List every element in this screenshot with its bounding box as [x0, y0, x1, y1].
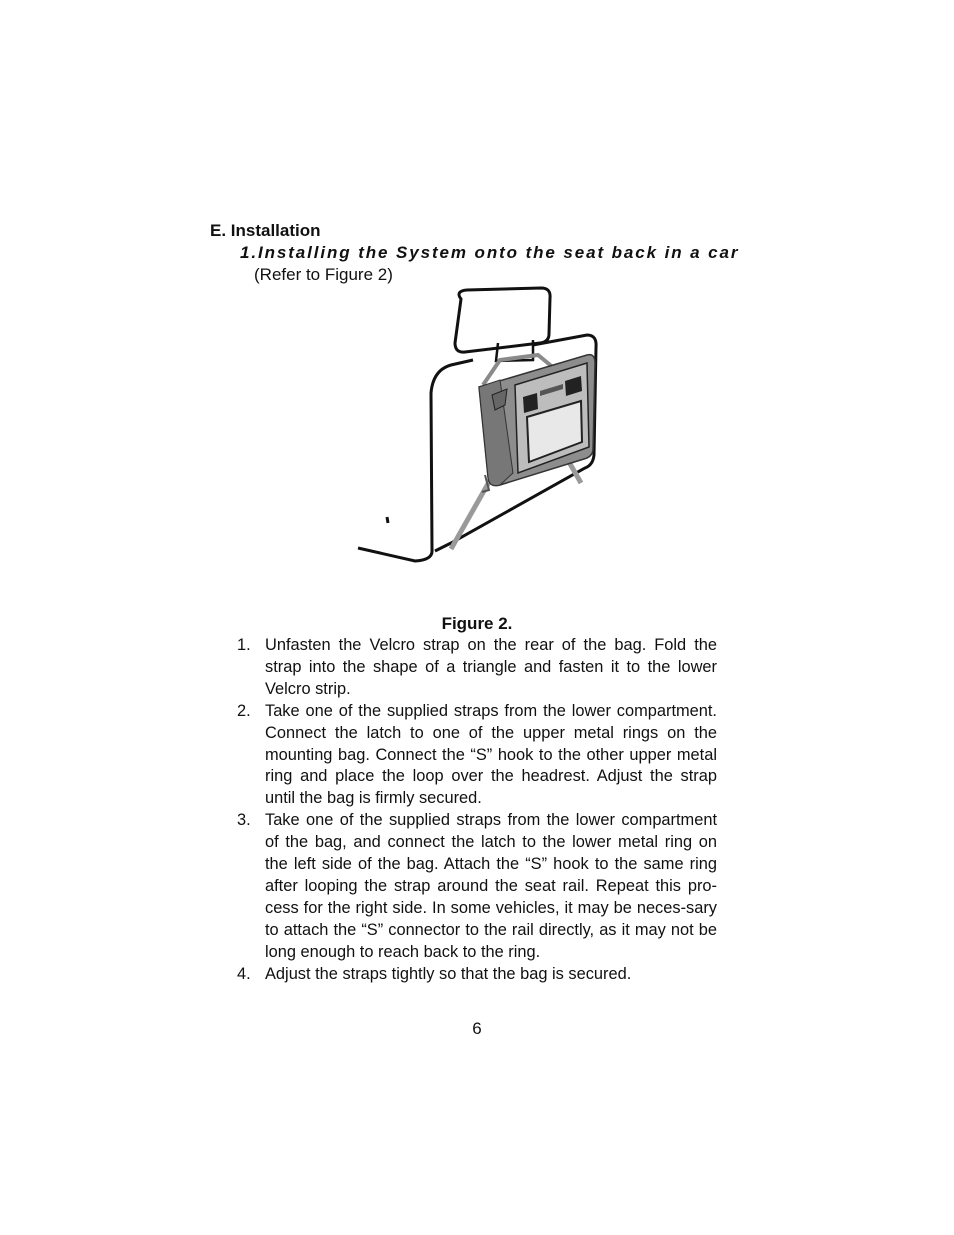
- step-text: Unfasten the Velcro strap on the rear of the bag. Fold the strap into the shape of a triangle and fasten it to the lower Velcro strip.: [265, 636, 717, 698]
- list-item: [237, 635, 717, 701]
- list-item: [237, 964, 717, 986]
- installation-steps: [237, 635, 717, 986]
- list-item: [237, 810, 717, 963]
- step-text: Take one of the supplied straps from the lower compartment of the bag, and connect the latch to the lower metal ring on the left side of the bag. Attach the “S” hook to the same ring after looping the strap around the seat rail. Repeat this pro-cess for the right side. In some vehicles, it may be neces-sary to attach the “S” connector to the rail directly, as it may not be long enough to reach back to the ring.: [265, 811, 717, 961]
- seat-back-installation-figure: [355, 285, 605, 570]
- page-number: 6: [472, 1019, 482, 1038]
- step-text: Adjust the straps tightly so that the bag is secured.: [265, 964, 632, 983]
- figure-caption: Figure 2.: [441, 614, 513, 633]
- step-number: 2.: [237, 701, 251, 720]
- section-title: E. Installation: [210, 221, 321, 240]
- subsection-title: 1.Installing the System onto the seat back in a car: [240, 243, 740, 262]
- figure-reference: (Refer to Figure 2): [254, 265, 393, 284]
- step-number: 3.: [237, 811, 251, 830]
- step-text: Take one of the supplied straps from the lower compartment. Connect the latch to one of the upper metal rings on the mounting bag. Connect the “S” hook to the other upper metal ring and place the loop over the headrest. Adjust the strap until the bag is firmly secured.: [265, 701, 717, 808]
- seat-rail: [387, 517, 388, 523]
- lower-left-strap: [451, 475, 493, 549]
- step-number: 4.: [237, 964, 251, 983]
- list-item: [237, 701, 717, 811]
- headrest: [455, 288, 550, 352]
- seat-back-outline: [358, 360, 473, 561]
- step-number: 1.: [237, 636, 251, 654]
